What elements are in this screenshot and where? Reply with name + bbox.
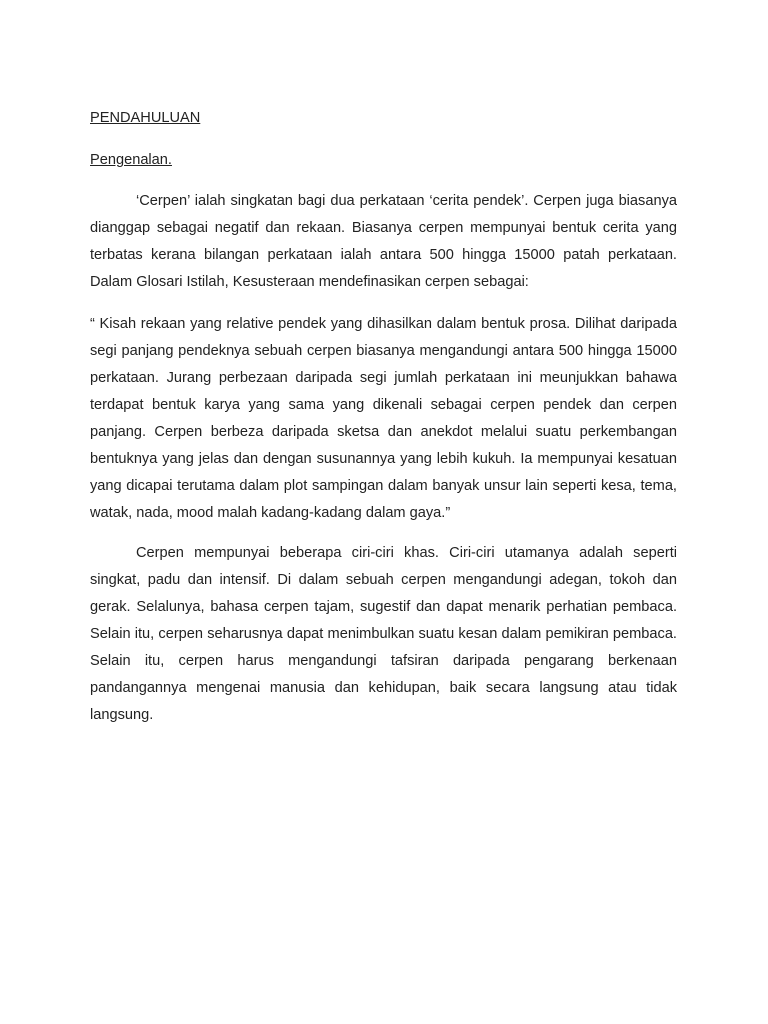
section-heading: PENDAHULUAN [90,110,201,126]
quote-paragraph: “ Kisah rekaan yang relative pendek yang dihasilkan dalam bentuk prosa. Dilihat daripada segi panjang pendeknya sebuah cerpen biasanya mengandungi antara 500 hingga 15000 perkataan. Jurang perbezaan daripada segi jumlah perkataan ini meunjukkan bahawa terdapat bentuk karya yang sama yang dikenali sebagai cerpen pendek dan cerpen panjang. Cerpen berbeza daripada sketsa dan anekdot melalui suatu perkembangan bentuknya yang jelas dan dengan susunannya yang lebih kukuh. Ia mempunyai kesatuan yang dicapai terutama dalam plot sampingan dalam banyak unsur lain seperti kesa, tema, watak, nada, mood malah kadang-kadang dalam gaya.” [90,316,677,521]
intro-paragraph: ‘Cerpen’ ialah singkatan bagi dua perkataan ‘cerita pendek’. Cerpen juga biasanya dianggap sebagai negatif dan rekaan. Biasanya cerpen mempunyai bentuk cerita yang terbatas kerana bilangan perkataan ialah antara 500 hingga 15000 patah perkataan. Dalam Glosari Istilah, Kesusteraan mendefinasikan cerpen sebagai: [90,193,677,290]
characteristics-paragraph: Cerpen mempunyai beberapa ciri-ciri khas. Ciri-ciri utamanya adalah seperti singkat, padu dan intensif. Di dalam sebuah cerpen mengandungi adegan, tokoh dan gerak. Selalunya, bahasa cerpen tajam, sugestif dan dapat menarik perhatian pembaca. Selain itu, cerpen seharusnya dapat menimbulkan suatu kesan dalam pemikiran pembaca. Selain itu, cerpen harus mengandungi tafsiran daripada pengarang berkenaan pandangannya mengenai manusia dan kehidupan, baik secara langsung atau tidak langsung. [90,545,677,723]
subsection-heading: Pengenalan. [90,152,172,168]
